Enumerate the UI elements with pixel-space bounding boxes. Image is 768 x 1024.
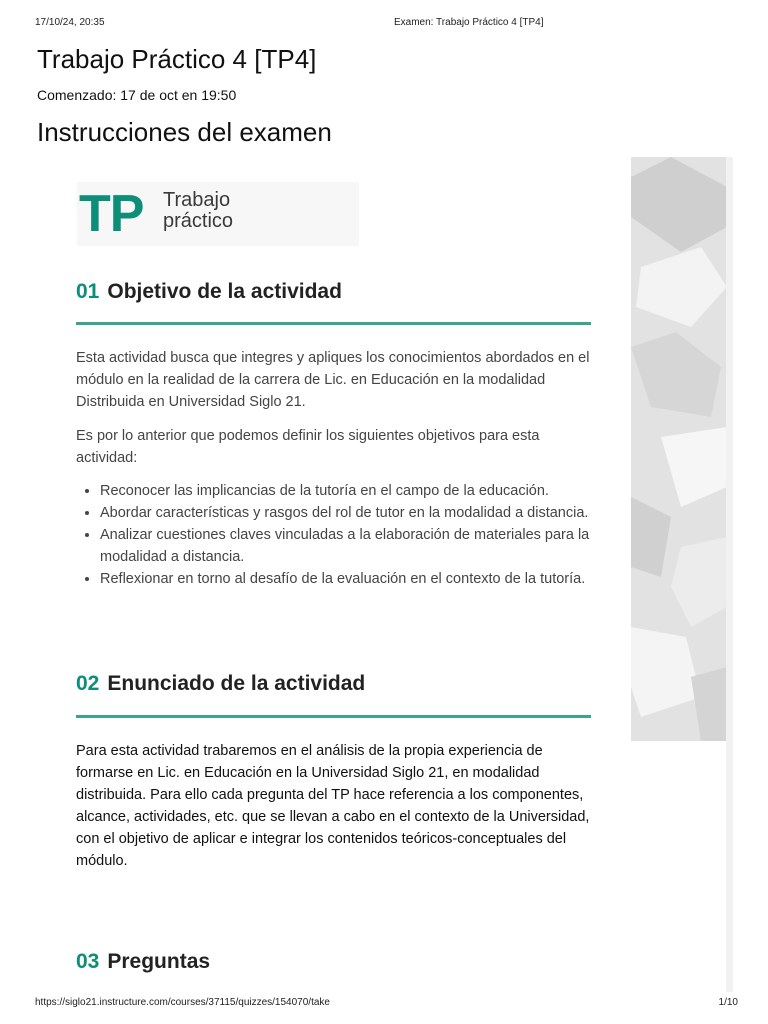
- paragraph: Esta actividad busca que integres y apliques los conocimientos abordados en el módulo en la realidad de la carrera de Lic. en Educación en la modalidad Distribuida en Universidad Siglo 21.: [76, 350, 590, 410]
- section-number: 01: [76, 280, 100, 303]
- section-heading-preguntas: [76, 950, 210, 974]
- section-number: 02: [76, 672, 100, 695]
- paragraph: Para esta actividad trabaremos en el análisis de la propia experiencia de formarse en Lic. en Educación en la Universidad Siglo 21, en modalidad distribuida. Para ello cada pregunta del TP hace referencia a los componentes, alcance, actividades, etc. que se llevan a cabo en el contexto de la Universidad, con el objetivo de aplicar e integrar los contenidos teóricos-conceptuales del módulo.: [76, 743, 590, 869]
- section-heading-objetivo: [76, 280, 342, 304]
- instructions-heading: Instrucciones del examen: [37, 117, 332, 147]
- list-item: • Reconocer las implicancias de la tutoría en el campo de la educación.: [100, 480, 620, 502]
- section-title: Enunciado de la actividad: [107, 672, 366, 695]
- quiz-title: Trabajo Práctico 4 [TP4]: [37, 44, 317, 74]
- decorative-side-banner: [631, 157, 727, 741]
- tp-logo: [77, 182, 359, 246]
- logo-line-1: Trabajo: [163, 189, 231, 211]
- section-heading-enunciado: [76, 672, 365, 696]
- list-item: • Analizar cuestiones claves vinculadas a la elaboración de materiales para la modalidad a distancia.: [100, 524, 620, 568]
- objectives-list: [76, 480, 620, 590]
- banner-pattern-image: [631, 157, 727, 741]
- logo-line-2: práctico: [163, 210, 234, 232]
- page-url: https://siglo21.instructure.com/courses/37115/quizzes/154070/take: [35, 997, 330, 1008]
- section-title: Objetivo de la actividad: [107, 280, 342, 303]
- print-page-title: Examen: Trabajo Práctico 4 [TP4]: [394, 17, 544, 28]
- print-datetime: 17/10/24, 20:35: [35, 17, 105, 28]
- started-timestamp: Comenzado: 17 de oct en 19:50: [37, 87, 237, 103]
- section-title: Preguntas: [107, 950, 211, 973]
- paragraph: Es por lo anterior que podemos definir los siguientes objetivos para esta actividad:: [76, 428, 540, 466]
- page-number: 1/10: [718, 997, 738, 1008]
- list-item: • Abordar características y rasgos del rol de tutor en la modalidad a distancia.: [100, 502, 620, 524]
- logo-text: [163, 190, 233, 232]
- section-divider: [76, 322, 591, 325]
- section-divider: [76, 715, 591, 718]
- logo-abbreviation: TP: [79, 185, 144, 243]
- list-item: • Reflexionar en torno al desafío de la evaluación en el contexto de la tutoría.: [100, 568, 620, 590]
- side-scroll-track: [726, 157, 733, 992]
- section-number: 03: [76, 950, 100, 973]
